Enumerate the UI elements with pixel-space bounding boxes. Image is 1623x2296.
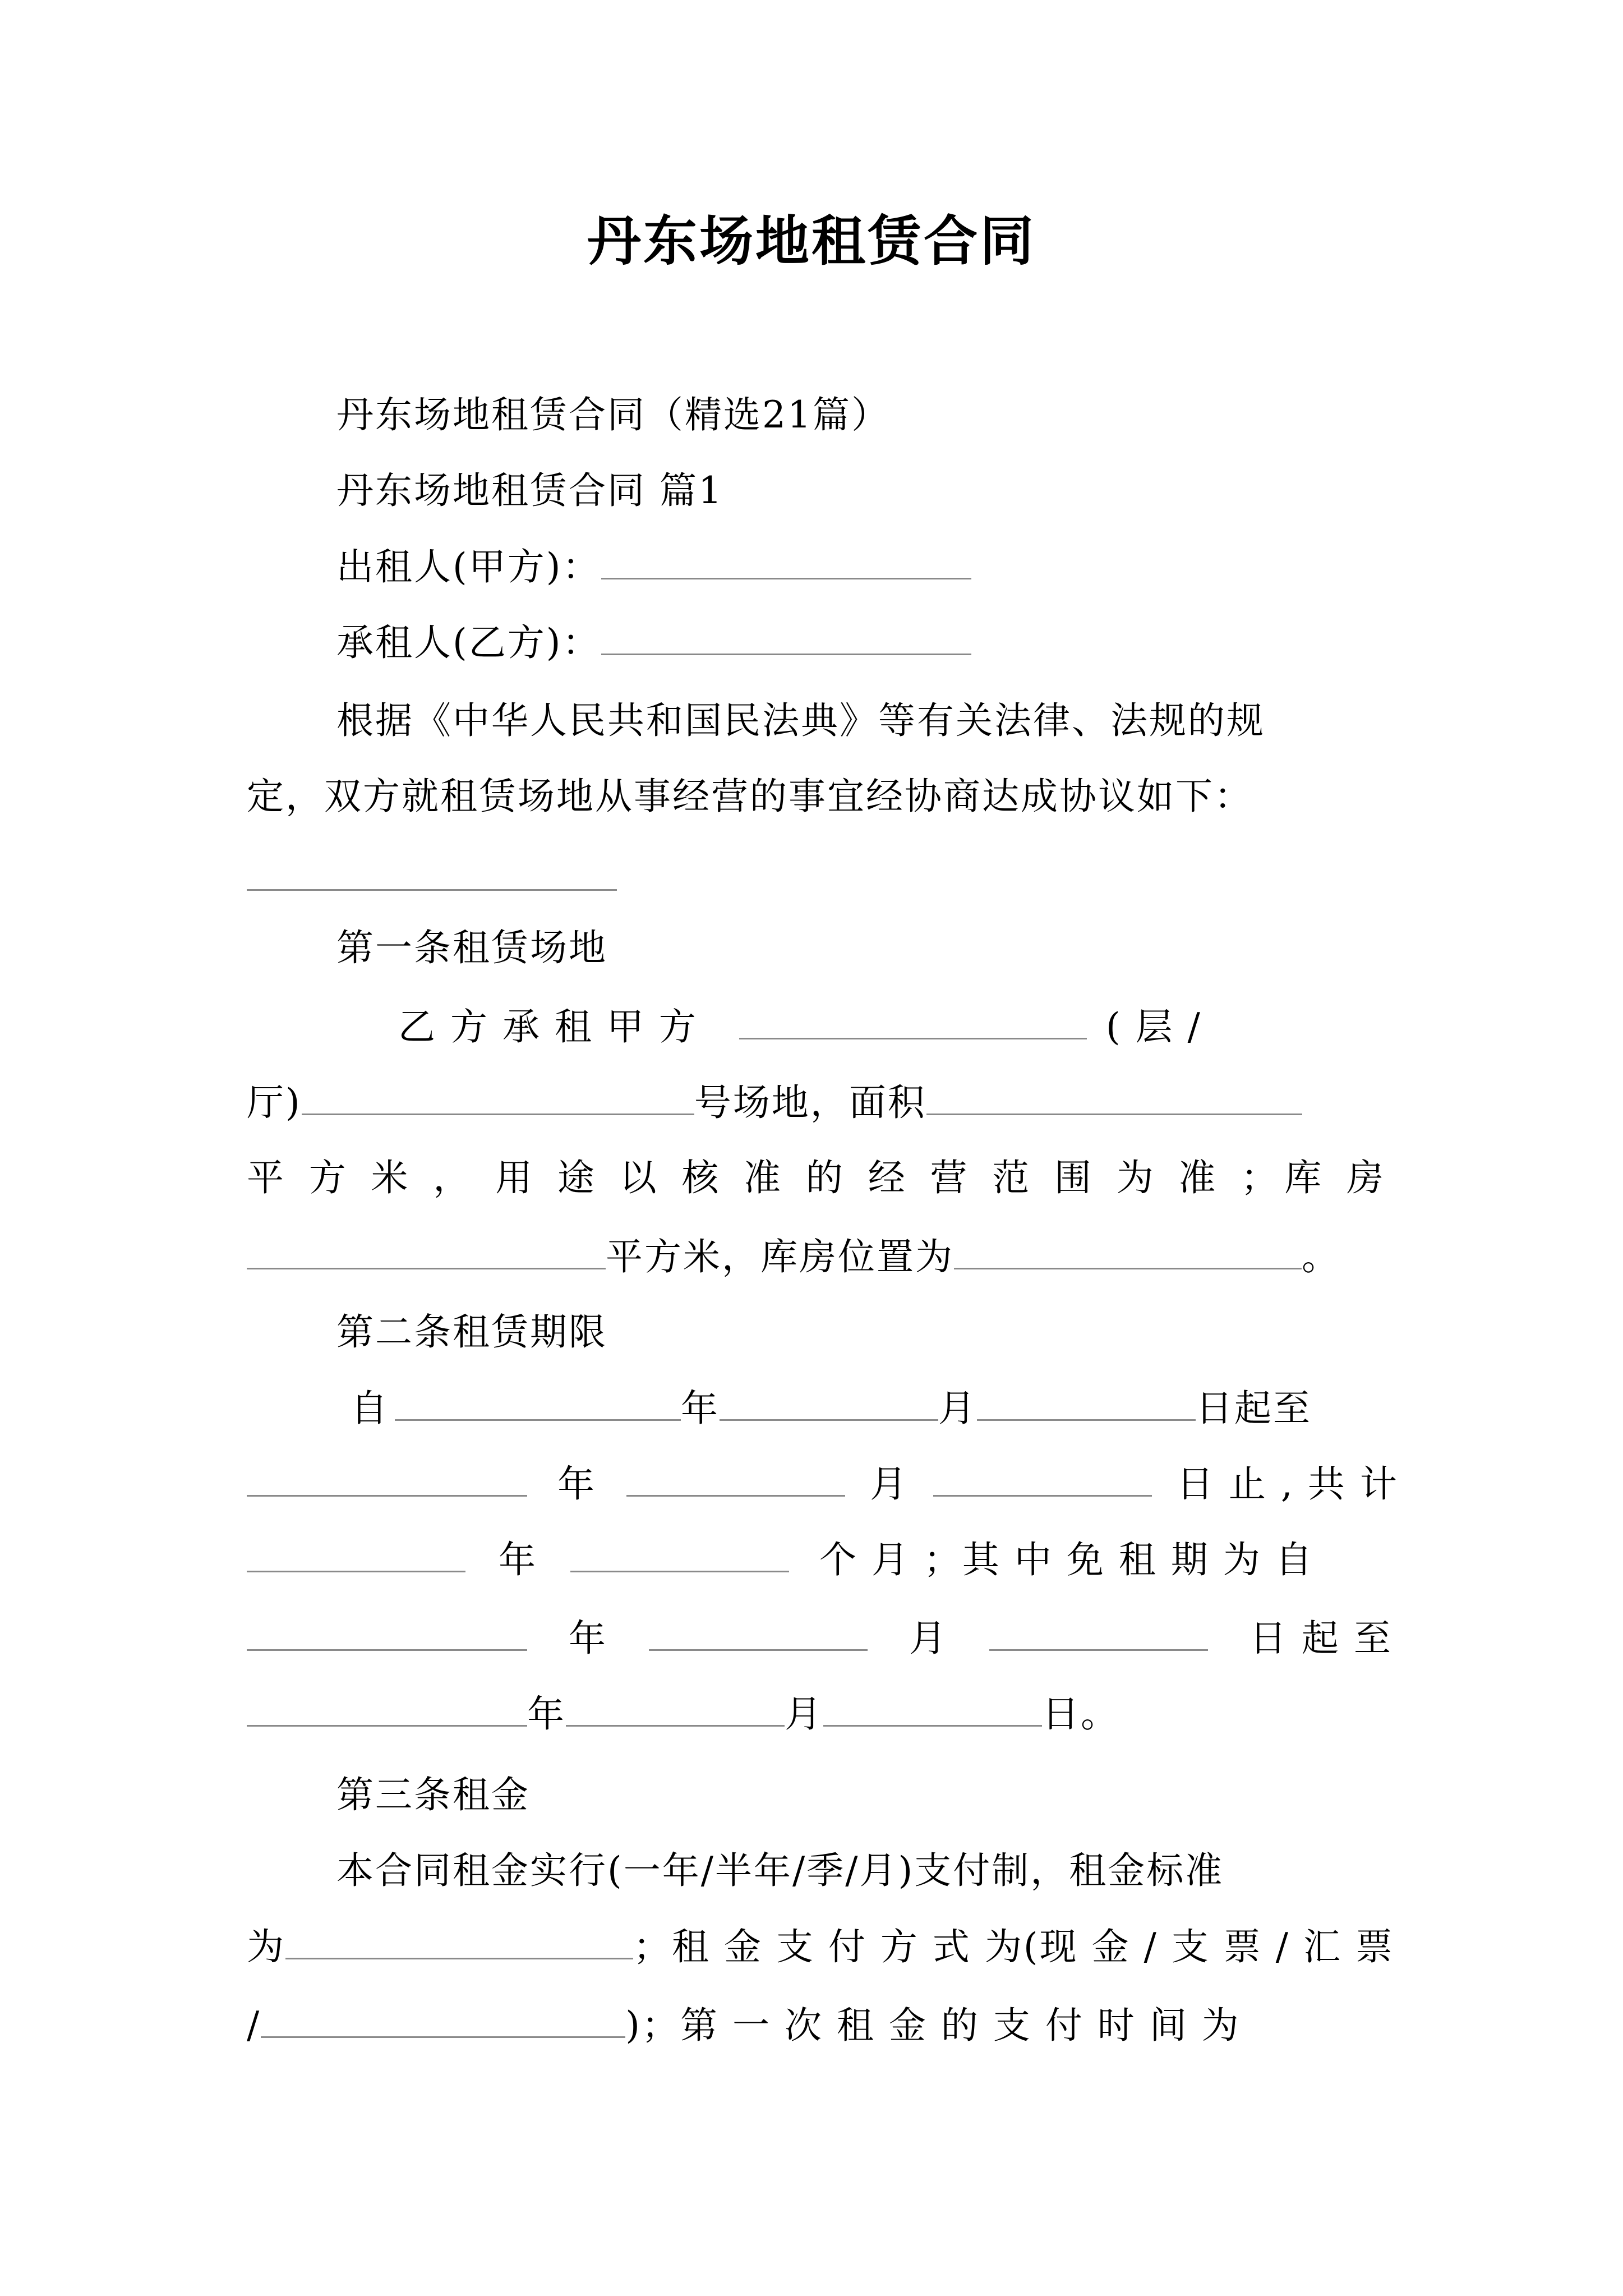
lessor-label: 出租人(甲方)：	[336, 545, 601, 588]
article3-line-1: 本合同租金实行(一年/半年/季/月)支付制，租金标准	[336, 1849, 1224, 1892]
article1-text: 厅)	[247, 1081, 302, 1124]
article2-line-5	[247, 1686, 1385, 1742]
article1-blank	[247, 1228, 606, 1269]
article3-heading: 第三条租金	[336, 1773, 530, 1816]
article2-text: 日 起 至	[1249, 1617, 1393, 1660]
article3-blank	[261, 1997, 625, 2038]
article1-line-4	[247, 1228, 1385, 1285]
article3-line-3	[247, 1997, 1385, 2054]
article2-text: 月	[909, 1617, 948, 1660]
article1-blank	[926, 1074, 1302, 1115]
article2-text: 月	[938, 1387, 977, 1430]
article2-text: 月	[785, 1692, 823, 1736]
article2-blank	[989, 1610, 1208, 1651]
article2-text: 年	[527, 1692, 566, 1736]
article2-text: 月	[869, 1462, 909, 1506]
article2-blank	[247, 1686, 527, 1727]
article2-text: 年	[557, 1462, 596, 1506]
lessee-blank	[601, 614, 971, 655]
article1-blank	[302, 1074, 694, 1115]
article2-blank	[247, 1610, 527, 1651]
document-title: 丹东场地租赁合同	[587, 209, 1036, 273]
intro-line-2: 定，双方就租赁场地从事经营的事宜经协商达成协议如下：	[247, 775, 1253, 818]
article2-blank	[720, 1380, 938, 1421]
article2-text: 年	[681, 1387, 720, 1430]
article2-line-1	[351, 1380, 1385, 1437]
article2-line-3	[247, 1531, 1385, 1588]
lessee-label: 承租人(乙方)：	[336, 621, 601, 664]
part-heading: 丹东场地租赁合同 篇1	[336, 469, 723, 512]
article1-line-3: 平 方 米 ， 用 途 以 核 准 的 经 营 范 围 为 准 ；库 房	[247, 1156, 1385, 1199]
article2-text: 日。	[1042, 1692, 1119, 1736]
article2-text: 日起至	[1196, 1387, 1312, 1430]
article1-line-2	[247, 1074, 1385, 1131]
article2-line-4	[247, 1610, 1393, 1667]
article2-blank	[566, 1686, 785, 1727]
article2-text: 个 月 ；其 中 免 租 期 为 自	[819, 1538, 1314, 1581]
article2-heading: 第二条租赁期限	[336, 1310, 607, 1354]
article3-text: /	[247, 2004, 261, 2047]
article1-text: ( 层 /	[1105, 1005, 1202, 1048]
article3-text: 为	[247, 1925, 285, 1968]
lessor-line	[336, 539, 1385, 595]
article1-text: 平方米，库房位置为	[606, 1235, 954, 1278]
article1-text: 乙 方 承 租 甲 方	[398, 1005, 698, 1048]
document-subtitle: 丹东场地租赁合同（精选21篇）	[336, 393, 890, 436]
article2-blank	[570, 1531, 789, 1572]
article2-text: 年	[498, 1538, 537, 1581]
separator-blank	[247, 889, 617, 891]
article3-text: )；第 一 次 租 金 的 支 付 时 间 为	[625, 2004, 1241, 2047]
article2-blank	[977, 1380, 1196, 1421]
article1-text: 。	[1302, 1235, 1340, 1278]
article1-line-1	[398, 999, 1385, 1055]
article2-blank	[649, 1610, 868, 1651]
article2-blank	[823, 1686, 1042, 1727]
article1-heading: 第一条租赁场地	[336, 926, 607, 969]
article2-text: 自	[351, 1387, 389, 1430]
article1-blank	[739, 999, 1087, 1039]
article2-blank	[247, 1456, 527, 1497]
article2-blank	[247, 1531, 465, 1572]
article1-text: 号场地，面积	[694, 1081, 926, 1124]
article3-line-2	[247, 1918, 1394, 1975]
article2-text: 日 止 , 共 计	[1176, 1462, 1399, 1506]
lessor-blank	[601, 539, 971, 579]
intro-line-1: 根据《中华人民共和国民法典》等有关法律、法规的规	[336, 699, 1265, 742]
article3-blank	[285, 1918, 633, 1959]
article2-text: 年	[568, 1617, 607, 1660]
article2-blank	[626, 1456, 845, 1497]
article1-blank	[954, 1228, 1302, 1269]
article3-text: ；租 金 支 付 方 式 为(现 金 / 支 票 / 汇 票	[633, 1925, 1394, 1968]
article2-line-2	[247, 1456, 1399, 1512]
article2-blank	[395, 1380, 681, 1421]
article2-blank	[933, 1456, 1152, 1497]
lessee-line	[336, 614, 1385, 671]
